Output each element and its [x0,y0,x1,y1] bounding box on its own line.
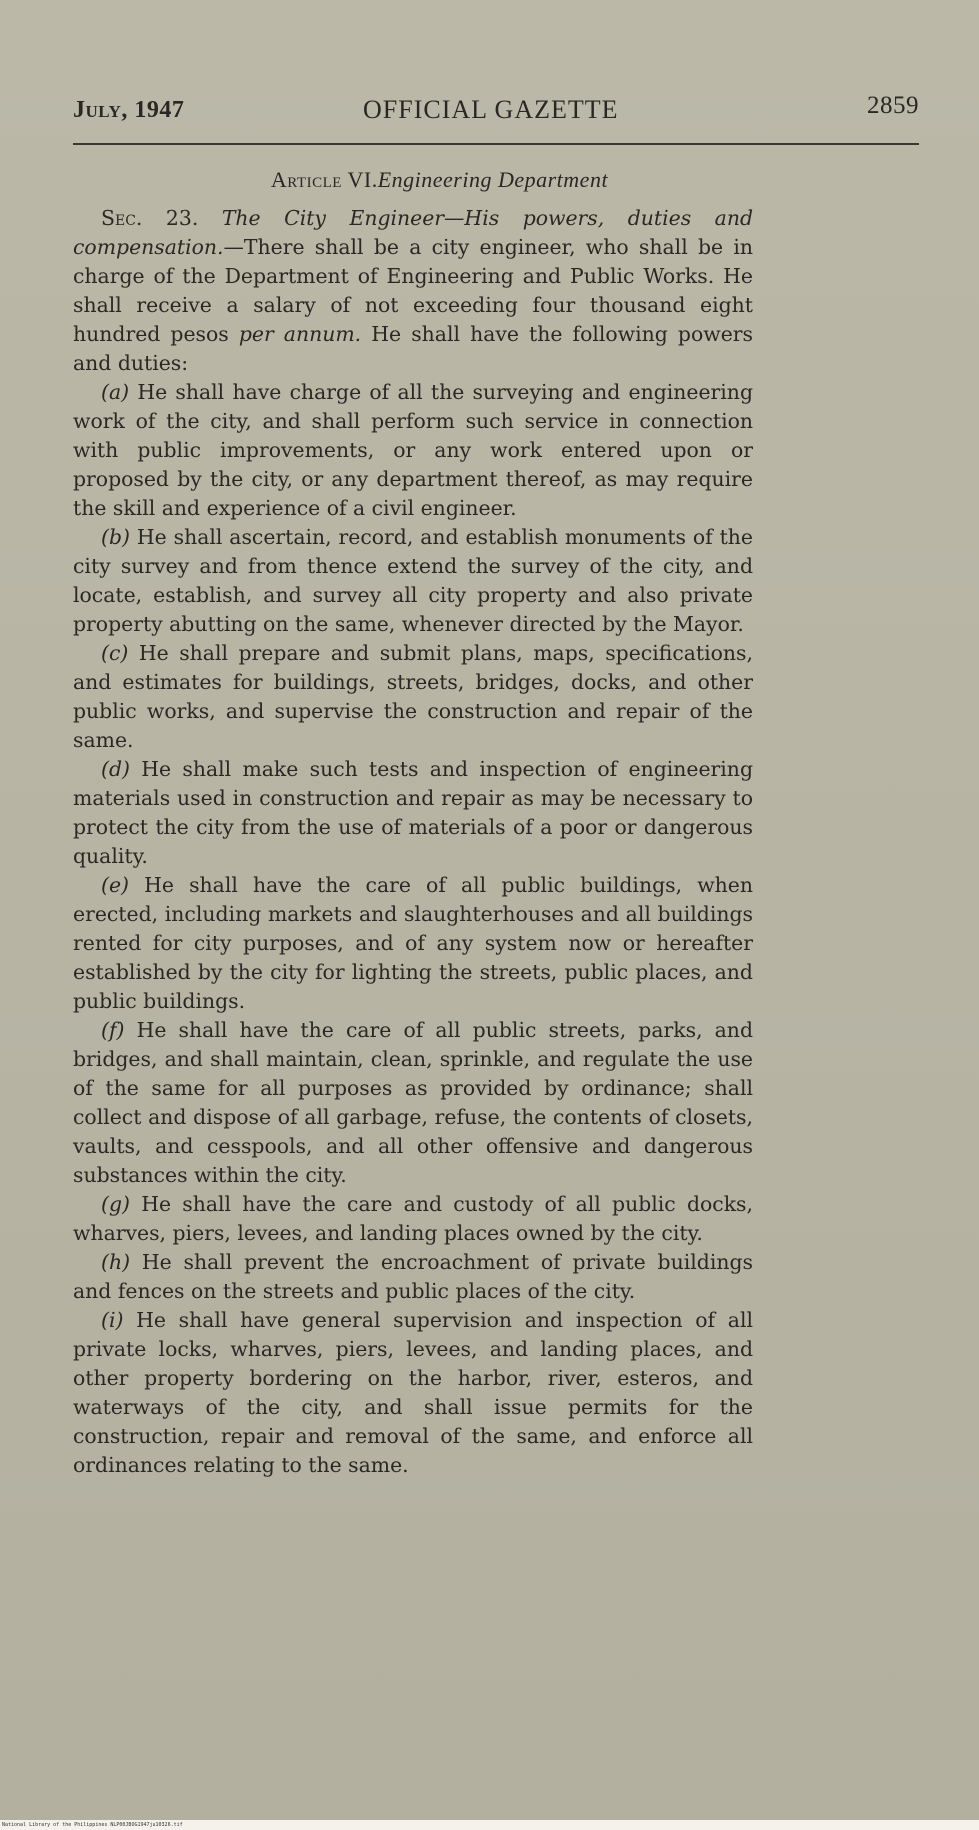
section-per-annum: per annum. [238,322,362,346]
section-intro-text-a: —There shall be a city engineer, who shall be in charge of the Department of Engineering and Public Works. He shall receive a salary of not exceeding four thousand eight hundred pesos [73,235,753,346]
clause-g [73,1190,753,1248]
section-title: The City Engineer—His powers, duties and compensation. [73,206,754,259]
header-rule [73,143,919,145]
clause-i [73,1306,753,1480]
section-intro [73,204,753,378]
clause-e [73,871,753,1016]
running-header [73,92,919,132]
clause-text: He shall make such tests and inspection of engineering materials used in construction and repair as may be necessary to protect the city from the use of materials of a poor or dangerous quality. [73,757,753,868]
article-label: Article VI. [270,167,378,192]
clause-b [73,523,753,639]
clause-label: (b) [101,525,130,549]
page-number: 2859 [867,92,919,119]
section-number: Sec. 23. [101,206,199,230]
article-heading [0,167,879,193]
clause-text: He shall have the care of all public streets, parks, and bridges, and shall maintain, clean, sprinkle, and regulate the use of the same for all purposes as provided by ordinance; shall collect and dispose of all garbage, refuse, the contents of closets, vaults, and cesspools, and all other offensive and dangerous substances within the city. [73,1018,753,1187]
clause-label: (i) [101,1308,124,1332]
clause-text: He shall prepare and submit plans, maps, specifications, and estimates for buildings, streets, bridges, docks, and other public works, and supervise the construction and repair of the same. [73,641,753,752]
clause-d [73,755,753,871]
clause-text: He shall have the care and custody of all public docks, wharves, piers, levees, and landing places owned by the city. [73,1192,753,1245]
clause-label: (f) [101,1018,125,1042]
issue-month: July, 1947 [73,97,185,123]
clause-text: He shall ascertain, record, and establish monuments of the city survey and from thence extend the survey of the city, and locate, establish, and survey all city property and also private property abutting on the same, whenever directed by the Mayor. [73,525,753,636]
clause-label: (a) [101,380,130,404]
clause-a [73,378,753,523]
clause-c [73,639,753,755]
clause-label: (d) [101,757,130,781]
section-intro-text-b: He shall have the following powers and duties: [73,322,753,375]
clause-f [73,1016,753,1190]
article-department: Engineering Department [377,167,609,192]
clause-label: (e) [101,873,129,897]
publication-title: OFFICIAL GAZETTE [363,95,619,124]
scan-footer: National Library of the Philippines NLP00JBOG1947ju10326.tif [0,1820,979,1830]
clause-text: He shall have charge of all the surveying and engineering work of the city, and shall perform such service in connection with public improvements, or any work entered upon or proposed by the city, or any department thereof, as may require the skill and experience of a civil engineer. [73,380,753,520]
clause-text: He shall have the care of all public buildings, when erected, including markets and slaughterhouses and all buildings rented for city purposes, and of any system now or hereafter established by the city for lighting the streets, public places, and public buildings. [73,873,753,1013]
section-body [73,204,753,1480]
clause-label: (h) [101,1250,131,1274]
clause-h [73,1248,753,1306]
clause-text: He shall have general supervision and inspection of all private locks, wharves, piers, levees, and landing places, and other property bordering on the harbor, river, esteros, and waterways of the city, and shall issue permits for the construction, repair and removal of the same, and enforce all ordinances relating to the same. [73,1308,753,1477]
clause-label: (g) [101,1192,130,1216]
clause-label: (c) [101,641,129,665]
clause-text: He shall prevent the encroachment of private buildings and fences on the streets and public places of the city. [73,1250,753,1303]
